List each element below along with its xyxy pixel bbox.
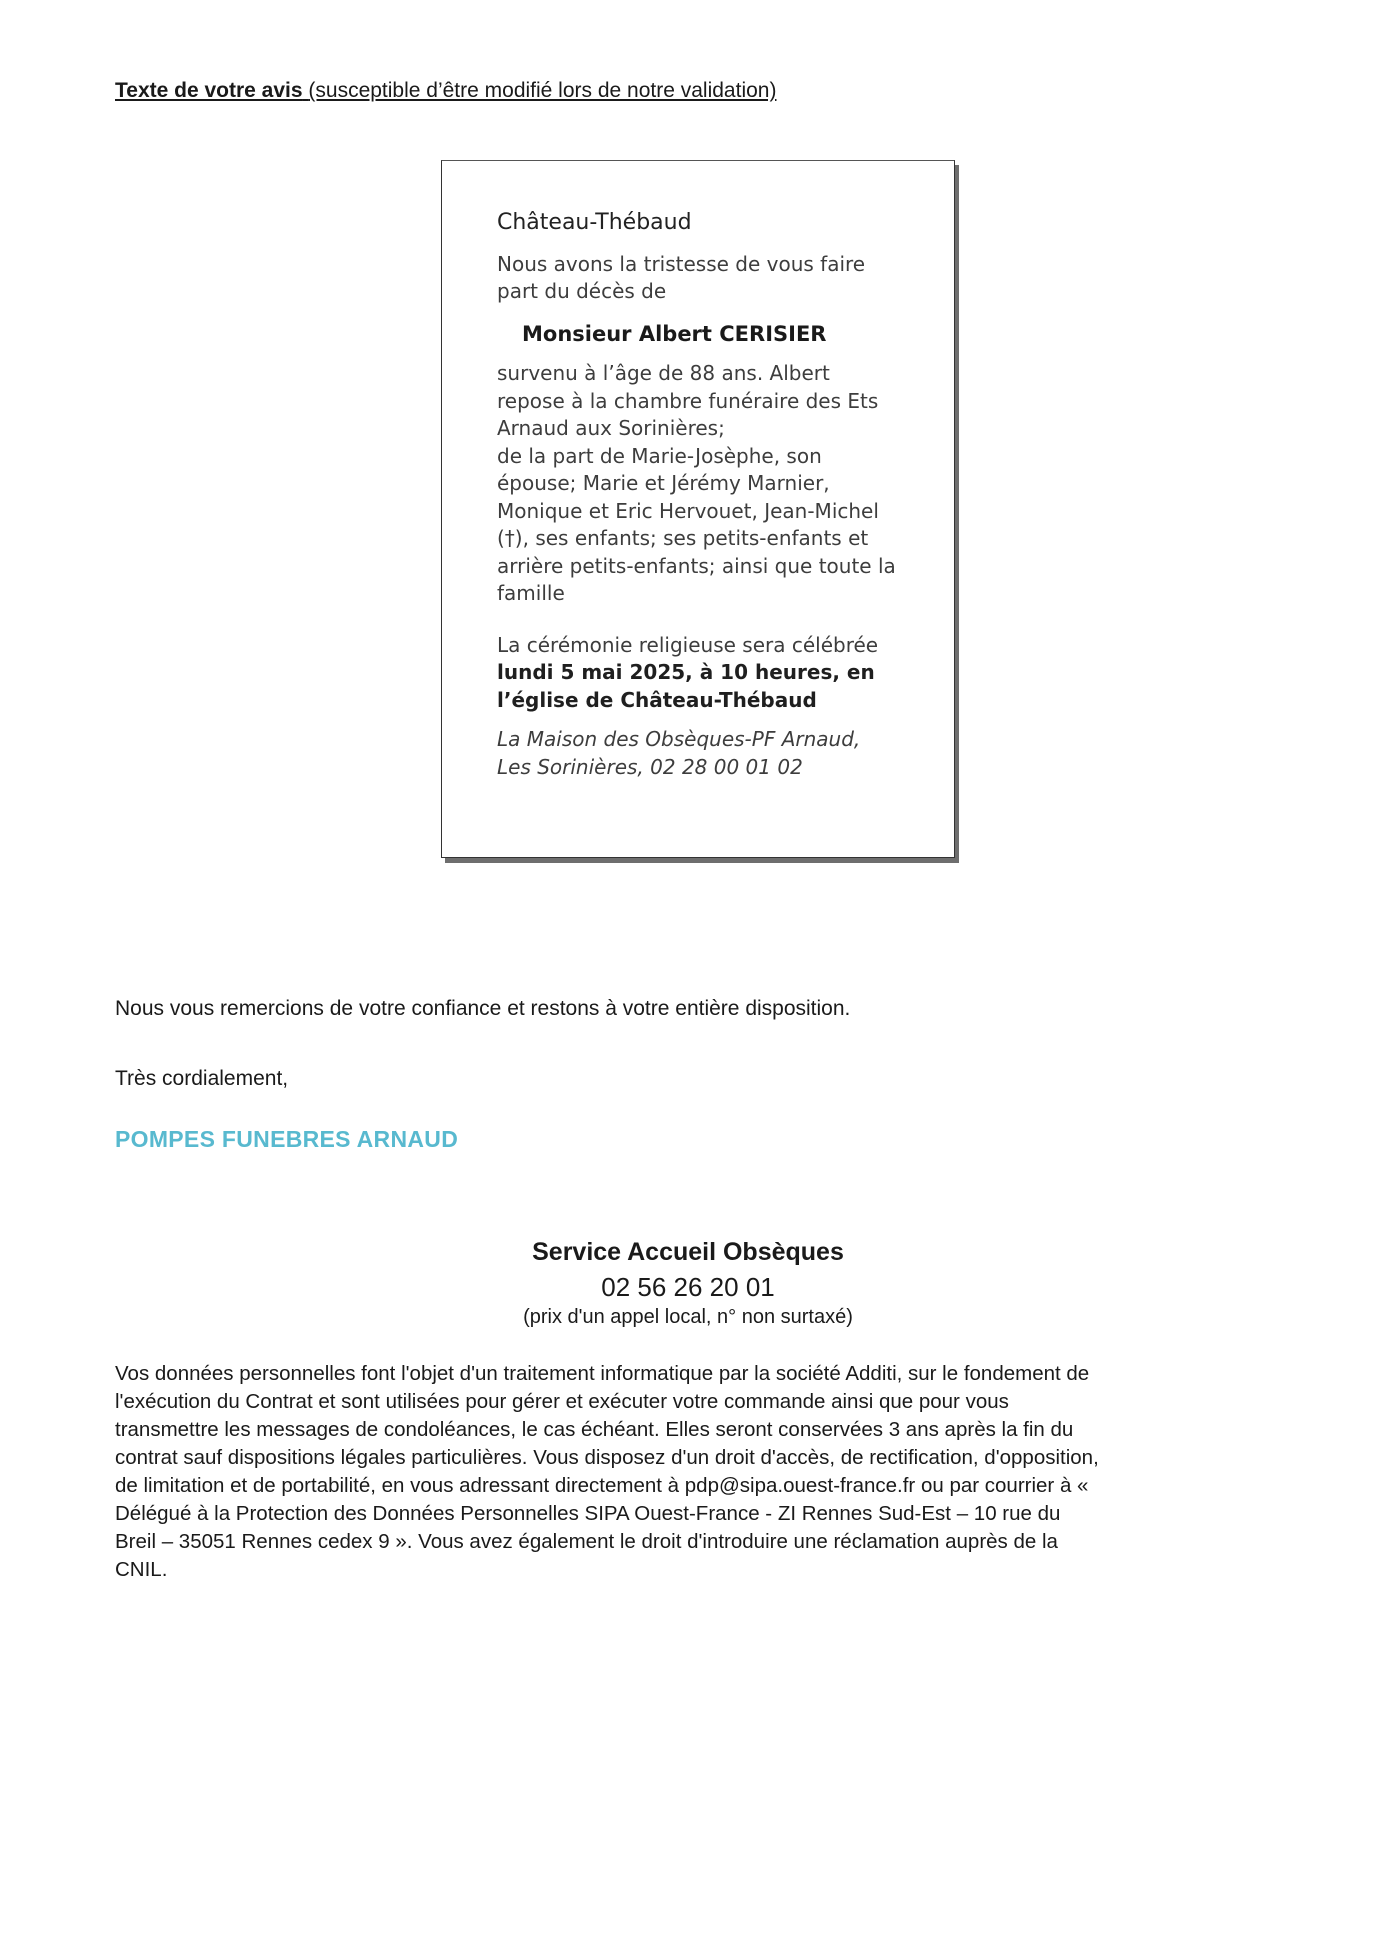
privacy-line: de limitation et de portabilité, en vous adressant directement à pdp@sipa.ouest-france.fr ou par courrier à « <box>115 1474 1089 1497</box>
privacy-line: Vos données personnelles font l'objet d'un traitement informatique par la société Additi, sur le fondement de <box>115 1362 1090 1385</box>
notice-intro-line: Nous avons la tristesse de vous faire <box>497 251 866 276</box>
notice-body-line: repose à la chambre funéraire des Ets <box>497 388 879 413</box>
death-notice-content <box>497 209 917 781</box>
closing-text: Très cordialement, <box>115 1067 289 1090</box>
privacy-line: contrat sauf dispositions légales particulières. Vous disposez d'un droit d'accès, de rectification, d'opposition, <box>115 1446 1099 1469</box>
notice-heading-note: (susceptible d’être modifié lors de notre validation) <box>308 79 777 102</box>
funeral-home-line: La Maison des Obsèques-PF Arnaud, <box>497 727 861 751</box>
deceased-name: Monsieur Albert CERISIER <box>522 321 827 346</box>
notice-body-line: arrière petits-enfants; ainsi que toute la <box>497 553 896 578</box>
privacy-line: CNIL. <box>115 1558 168 1581</box>
privacy-notice <box>115 1360 1285 1584</box>
service-note: (prix d'un appel local, n° non surtaxé) <box>523 1306 853 1328</box>
privacy-line: Breil – 35051 Rennes cedex 9 ». Vous avez également le droit d'introduire une réclamation auprès de la <box>115 1530 1058 1553</box>
notice-body-line: Arnaud aux Sorinières; <box>497 416 725 440</box>
notice-heading <box>115 78 776 104</box>
notice-body-line: de la part de Marie-Josèphe, son <box>497 443 822 468</box>
notice-body-line: épouse; Marie et Jérémy Marnier, <box>497 471 830 495</box>
privacy-line: Délégué à la Protection des Données Personnelles SIPA Ouest-France - ZI Rennes Sud-Est – 10 rue du <box>115 1502 1061 1525</box>
notice-body-line: survenu à l’âge de 88 ans. Albert <box>497 361 830 385</box>
company-name: POMPES FUNEBRES ARNAUD <box>115 1126 459 1152</box>
notice-body-line: (†), ses enfants; ses petits-enfants et <box>497 526 869 550</box>
funeral-home-info <box>497 726 917 781</box>
privacy-line: transmettre les messages de condoléances, le cas échéant. Elles seront conservées 3 ans après la fin du <box>115 1418 1074 1441</box>
notice-heading-label: Texte de votre avis <box>115 79 303 102</box>
notice-body-line: famille <box>497 581 565 605</box>
privacy-line: l'exécution du Contrat et sont utilisées pour gérer et exécuter votre commande ainsi que pour vous <box>115 1390 1009 1413</box>
service-title: Service Accueil Obsèques <box>532 1238 844 1266</box>
ceremony-location: l’église de Château-Thébaud <box>497 687 817 712</box>
death-notice-box <box>441 160 955 858</box>
ceremony-date: lundi 5 mai 2025, à 10 heures, en <box>497 660 875 684</box>
notice-place: Château-Thébaud <box>497 210 692 235</box>
thanks-text: Nous vous remercions de votre confiance et restons à votre entière disposition. <box>115 997 851 1020</box>
service-phone: 02 56 26 20 01 <box>601 1272 775 1302</box>
funeral-home-line: Les Sorinières, 02 28 00 01 02 <box>497 754 803 779</box>
ceremony-intro: La cérémonie religieuse sera célébrée <box>497 632 879 657</box>
notice-intro-line: part du décès de <box>497 279 667 303</box>
notice-body-line: Monique et Eric Hervouet, Jean-Michel <box>497 498 879 523</box>
